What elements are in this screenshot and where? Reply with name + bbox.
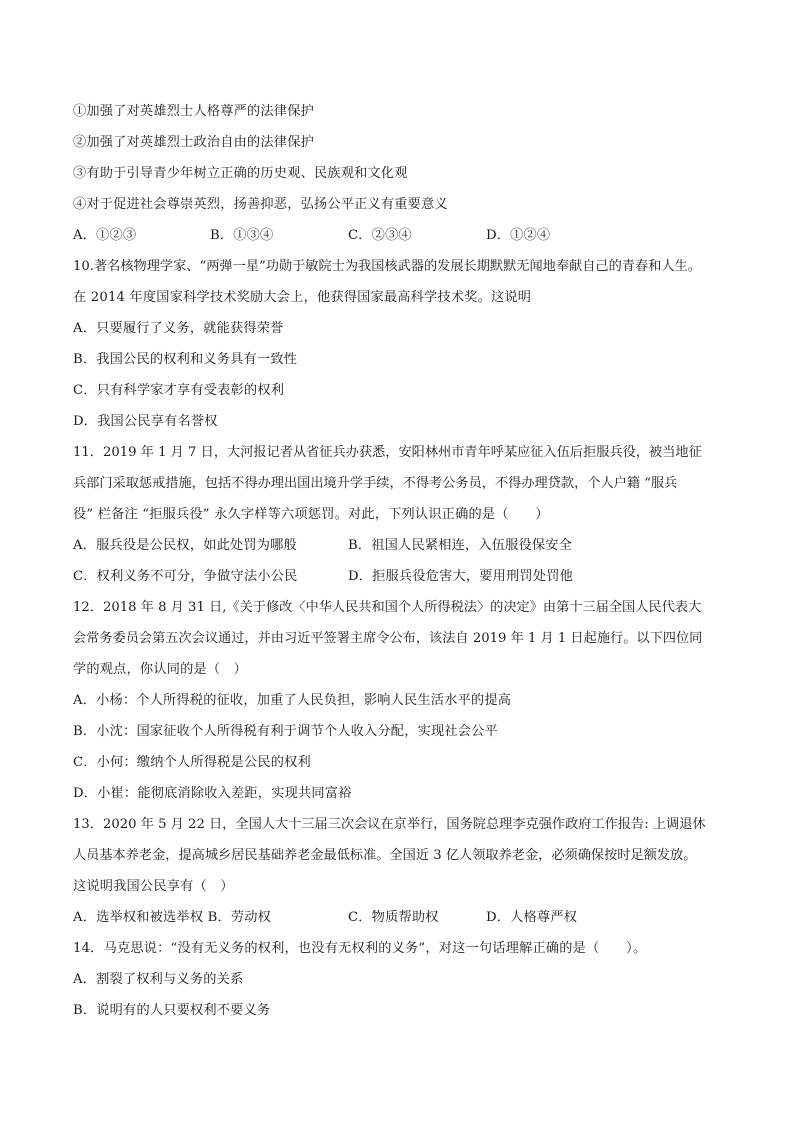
q11-option-a: A．服兵役是公民权，如此处罚为哪般 bbox=[73, 538, 297, 553]
q13-stem-line-3: 这说明我国公民享有（ ） bbox=[73, 879, 234, 894]
q13-stem-line-2: 人员基本养老金，提高城乡居民基础养老金最低标准。全国近 3 亿人领取养老金，必须确保按时足额发放。 bbox=[73, 848, 697, 863]
q12-option-c: C．小何：缴纳个人所得税是公民的权利 bbox=[73, 755, 311, 770]
q14-stem: 14．马克思说：“没有无义务的权利，也没有无权利的义务”，对这一句话理解正确的是（ ）。 bbox=[73, 941, 647, 956]
q9-option-b: B．①③④ bbox=[210, 228, 274, 243]
q10-option-b: B．我国公民的权利和义务具有一致性 bbox=[73, 352, 298, 367]
q12-stem-line-3: 学的观点，你认同的是（ ） bbox=[73, 662, 248, 677]
q12-option-b: B．小沈：国家征收个人所得税有利于调节个人收入分配，实现社会公平 bbox=[73, 724, 498, 739]
q9-statement-1: ①加强了对英雄烈士人格尊严的法律保护 bbox=[73, 104, 314, 119]
q12-option-a: A．小杨：个人所得税的征收，加重了人民负担，影响人民生活水平的提高 bbox=[73, 693, 512, 708]
q14-option-a: A．割裂了权利与义务的关系 bbox=[73, 972, 244, 987]
q11-stem-line-1: 11．2019 年 1 月 7 日，大河报记者从省征兵办获悉，安阳林州市青年呼某应征入伍后拒服兵役，被当地征 bbox=[73, 445, 702, 460]
q12-stem-line-1: 12．2018 年 8 月 31 日,《关于修改〈中华人民共和国个人所得税法〉的决定》由第十三届全国人民代表大 bbox=[73, 600, 702, 615]
q13-option-c: C．物质帮助权 bbox=[348, 910, 439, 925]
q9-statement-4: ④对于促进社会尊崇英烈，扬善抑恶，弘扬公平正义有重要意义 bbox=[73, 197, 448, 212]
q13-stem-line-1: 13．2020 年 5 月 22 日，全国人大十三届三次会议在京举行，国务院总理李克强作政府工作报告: 上调退休 bbox=[73, 817, 706, 832]
q11-stem-line-2: 兵部门采取惩戒措施，包括不得办理出国出境升学手续，不得考公务员，不得办理贷款，个人户籍 “服兵 bbox=[73, 476, 678, 491]
q11-option-c: C．权利义务不可分，争做守法小公民 bbox=[73, 569, 298, 584]
q10-stem-line-2: 在 2014 年度国家科学技术奖励大会上，他获得国家最高科学技术奖。这说明 bbox=[73, 290, 532, 305]
q12-option-d: D．小崔：能彻底消除收入差距，实现共同富裕 bbox=[73, 786, 352, 801]
q9-option-c: C．②③④ bbox=[348, 228, 412, 243]
q11-option-b: B．祖国人民紧相连，入伍服役保安全 bbox=[348, 538, 573, 553]
q11-option-d: D．拒服兵役危害大，要用刑罚处罚他 bbox=[348, 569, 573, 584]
q11-stem-line-3: 役” 栏备注 “拒服兵役” 永久字样等六项惩罚。对此，下列认识正确的是（ ） bbox=[73, 507, 549, 522]
q12-stem-line-2: 会常务委员会第五次会议通过，并由习近平签署主席令公布，该法自 2019 年 1 月 1 日起施行。以下四位同 bbox=[73, 631, 703, 646]
q9-option-a: A．①②③ bbox=[73, 228, 137, 243]
q14-option-b: B．说明有的人只要权利不要义务 bbox=[73, 1003, 271, 1018]
q13-option-a-b: A．选举权和被选举权 B．劳动权 bbox=[73, 910, 272, 925]
q9-statement-3: ③有助于引导青少年树立正确的历史观、民族观和文化观 bbox=[73, 166, 408, 181]
q10-option-a: A．只要履行了义务，就能获得荣誉 bbox=[73, 321, 284, 336]
q10-option-d: D．我国公民享有名誉权 bbox=[73, 414, 218, 429]
q10-stem-line-1: 10.著名核物理学家、“两弹一星”功勋于敏院士为我国核武器的发展长期默默无闻地奉献自己的青春和人生。 bbox=[73, 259, 701, 274]
q9-statement-2: ②加强了对英雄烈士政治自由的法律保护 bbox=[73, 135, 314, 150]
q9-option-d: D．①②④ bbox=[486, 228, 551, 243]
q13-option-d: D．人格尊严权 bbox=[486, 910, 578, 925]
q10-option-c: C．只有科学家才享有受表彰的权利 bbox=[73, 383, 285, 398]
